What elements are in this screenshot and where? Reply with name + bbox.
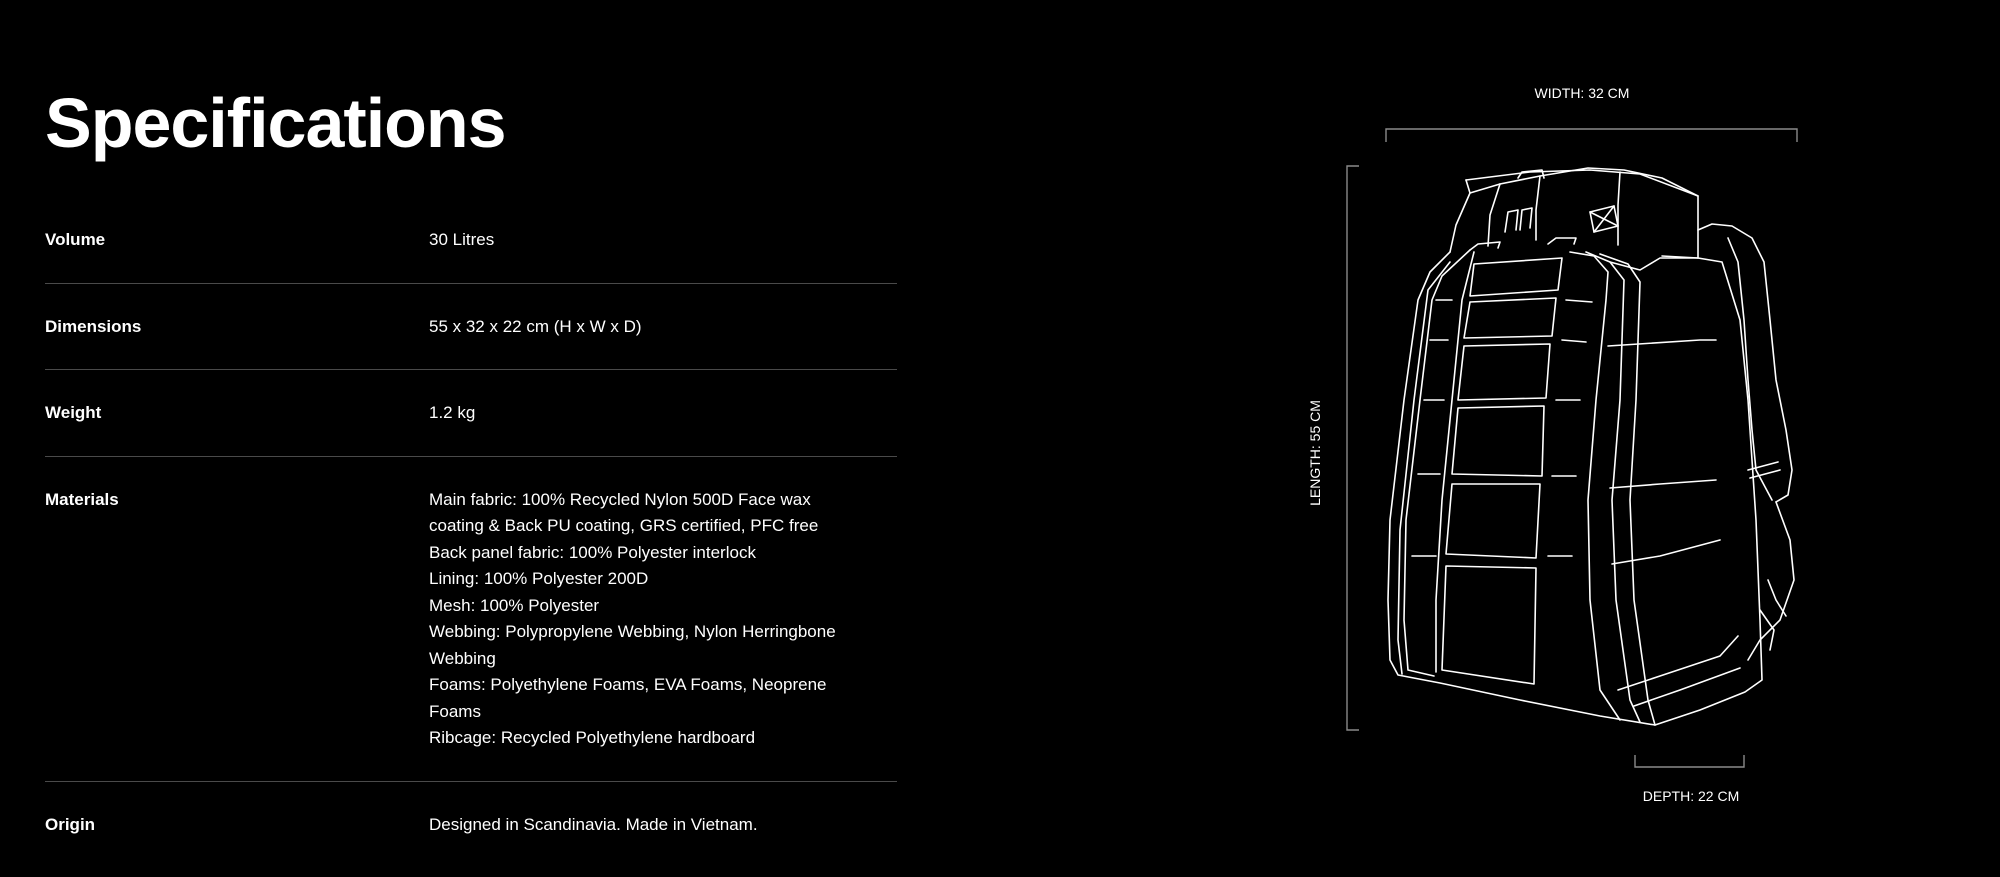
spec-row-weight [45,370,897,457]
spec-value [429,812,897,839]
spec-label: Weight [45,403,102,422]
spec-label: Volume [45,230,106,249]
backpack-icon [1388,168,1794,725]
spec-value-line: 55 x 32 x 22 cm (H x W x D) [429,316,642,336]
spec-row-volume [45,200,897,284]
spec-value-line: 1.2 kg [429,403,476,422]
spec-value-line: 30 Litres [429,230,495,249]
depth-bracket [1635,755,1744,767]
spec-value-line: Designed in Scandinavia. Made in Vietnam. [429,814,758,834]
spec-value-line: Webbing: Polypropylene Webbing, Nylon Herringbone Webbing [429,622,836,668]
width-label: WIDTH: 32 CM [1534,85,1630,101]
spec-value-line: Foams: Polyethylene Foams, EVA Foams, Neoprene Foams [429,675,827,721]
page-title: Specifications [45,84,506,162]
spec-row-origin [45,782,897,868]
length-bracket [1347,166,1359,730]
spec-value [429,487,897,752]
spec-label: Materials [45,489,119,509]
length-label: LENGTH: 55 CM [1307,400,1323,506]
spec-row-materials [45,457,897,782]
spec-row-dimensions [45,284,897,371]
spec-value [429,227,897,254]
spec-value-line: Ribcage: Recycled Polyethylene hardboard [429,728,756,747]
spec-value-line: Back panel fabric: 100% Polyester interlock [429,542,756,562]
spec-label: Dimensions [45,316,142,336]
width-bracket [1386,129,1797,142]
spec-table [45,200,897,867]
depth-label: DEPTH: 22 CM [1642,788,1740,804]
spec-value-line: Main fabric: 100% Recycled Nylon 500D Face wax coating & Back PU coating, GRS certified, PFC free [429,489,819,535]
spec-value-line: Lining: 100% Polyester 200D [429,569,649,588]
spec-value-line: Mesh: 100% Polyester [429,595,600,615]
backpack-dimensions-figure [1290,70,1850,830]
spec-label: Origin [45,814,96,834]
spec-value [429,400,897,427]
spec-value [429,314,897,341]
